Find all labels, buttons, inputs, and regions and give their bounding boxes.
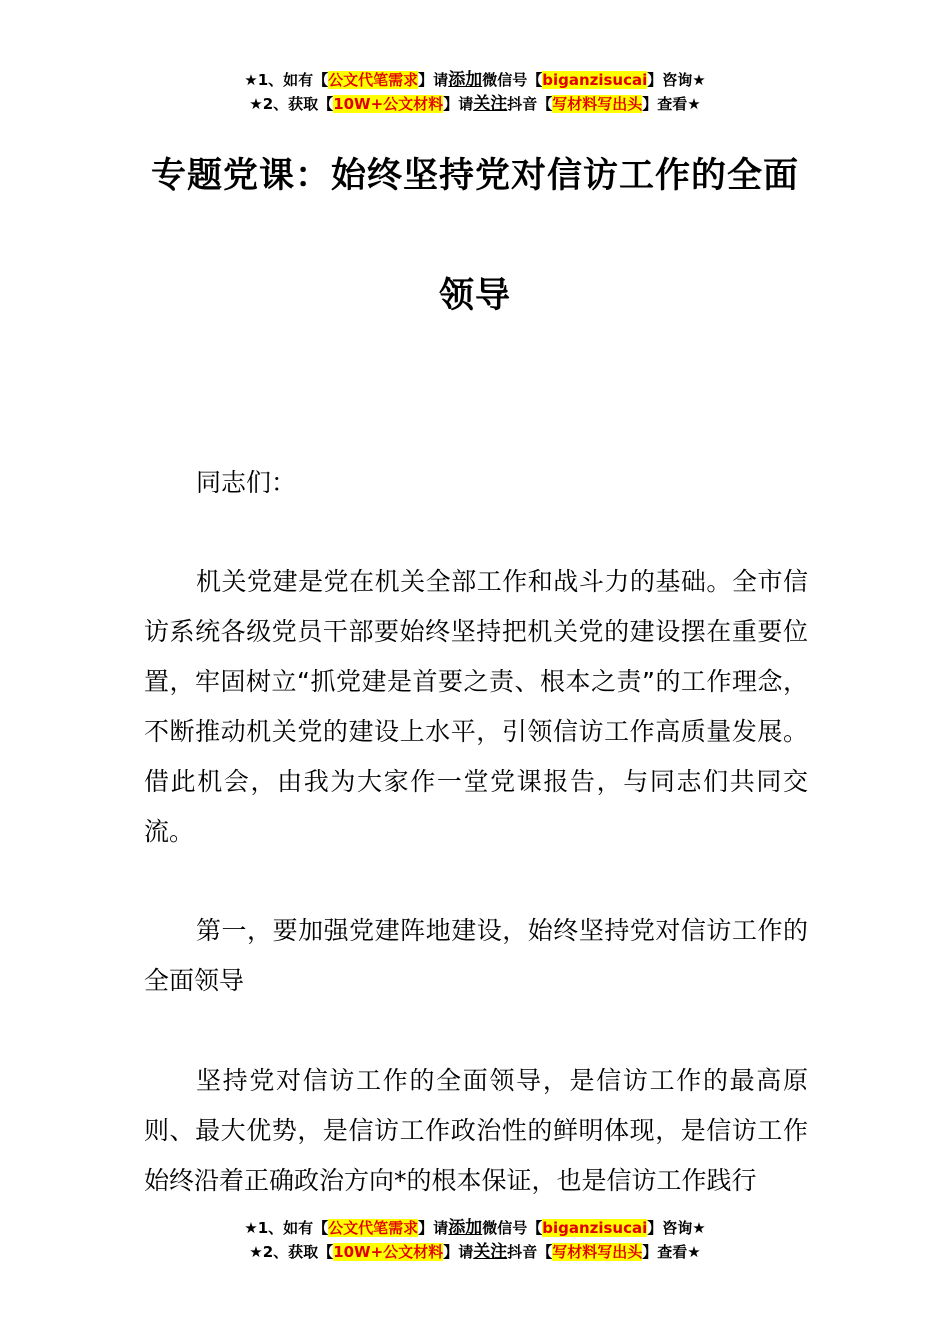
banner-underline: 添加: [448, 70, 483, 90]
banner-line-2: [0, 1240, 950, 1264]
section-heading-1: 第一，要加强党建阵地建设，始终坚持党对信访工作的全面领导: [144, 916, 808, 995]
banner-line-2: [0, 92, 950, 116]
banner-text: 】请: [418, 1219, 449, 1237]
banner-text: 微信号【: [482, 71, 543, 89]
banner-text: ★1、如有【: [244, 1219, 329, 1237]
banner-highlight: biganzisucai: [542, 1219, 648, 1237]
banner-text: 】查看★: [642, 95, 701, 113]
banner-highlight: 10W+公文材料: [333, 95, 444, 113]
document-title-line-1: 专题党课：始终坚持党对信访工作的全面: [150, 156, 799, 196]
banner-text: ★2、获取【: [249, 95, 334, 113]
paragraph-intro: 机关党建是党在机关全部工作和战斗力的基础。全市信访系统各级党员干部要始终坚持把机关党的建设摆在重要位置，牢固树立“抓党建是首要之责、根本之责”的工作理念，不断推动机关党的建设上水平，引领信访工作高质量发展。借此机会，由我为大家作一堂党课报告，与同志们共同交流。: [144, 567, 808, 846]
banner-text: 】请: [443, 1243, 474, 1261]
paragraph-section-1: 坚持党对信访工作的全面领导，是信访工作的最高原则、最大优势，是信访工作政治性的鲜明体现，是信访工作始终沿着正确政治方向*的根本保证，也是信访工作践行: [144, 1066, 808, 1195]
banner-text: ★1、如有【: [244, 71, 329, 89]
banner-text: 】查看★: [642, 1243, 701, 1261]
banner-line-1: [0, 68, 950, 92]
banner-text: 】请: [418, 71, 449, 89]
banner-underline: 添加: [448, 1218, 483, 1238]
banner-text: 微信号【: [482, 1219, 543, 1237]
header-banner: [0, 68, 950, 116]
banner-text: 】咨询★: [647, 1219, 706, 1237]
banner-highlight: biganzisucai: [542, 71, 648, 89]
banner-text: 抖音【: [507, 95, 553, 113]
banner-text: 】请: [443, 95, 474, 113]
footer-banner: [0, 1216, 950, 1264]
banner-text: 抖音【: [507, 1243, 553, 1261]
banner-highlight: 公文代笔需求: [328, 71, 419, 89]
banner-underline: 关注: [473, 1242, 508, 1262]
greeting: 同志们：: [196, 468, 297, 497]
banner-text: 】咨询★: [647, 71, 706, 89]
document-title-line-2: 领导: [438, 276, 511, 316]
banner-line-1: [0, 1216, 950, 1240]
banner-highlight: 10W+公文材料: [333, 1243, 444, 1261]
banner-underline: 关注: [473, 94, 508, 114]
banner-highlight: 写材料写出头: [552, 1243, 643, 1261]
banner-highlight: 公文代笔需求: [328, 1219, 419, 1237]
banner-text: ★2、获取【: [249, 1243, 334, 1261]
banner-highlight: 写材料写出头: [552, 95, 643, 113]
